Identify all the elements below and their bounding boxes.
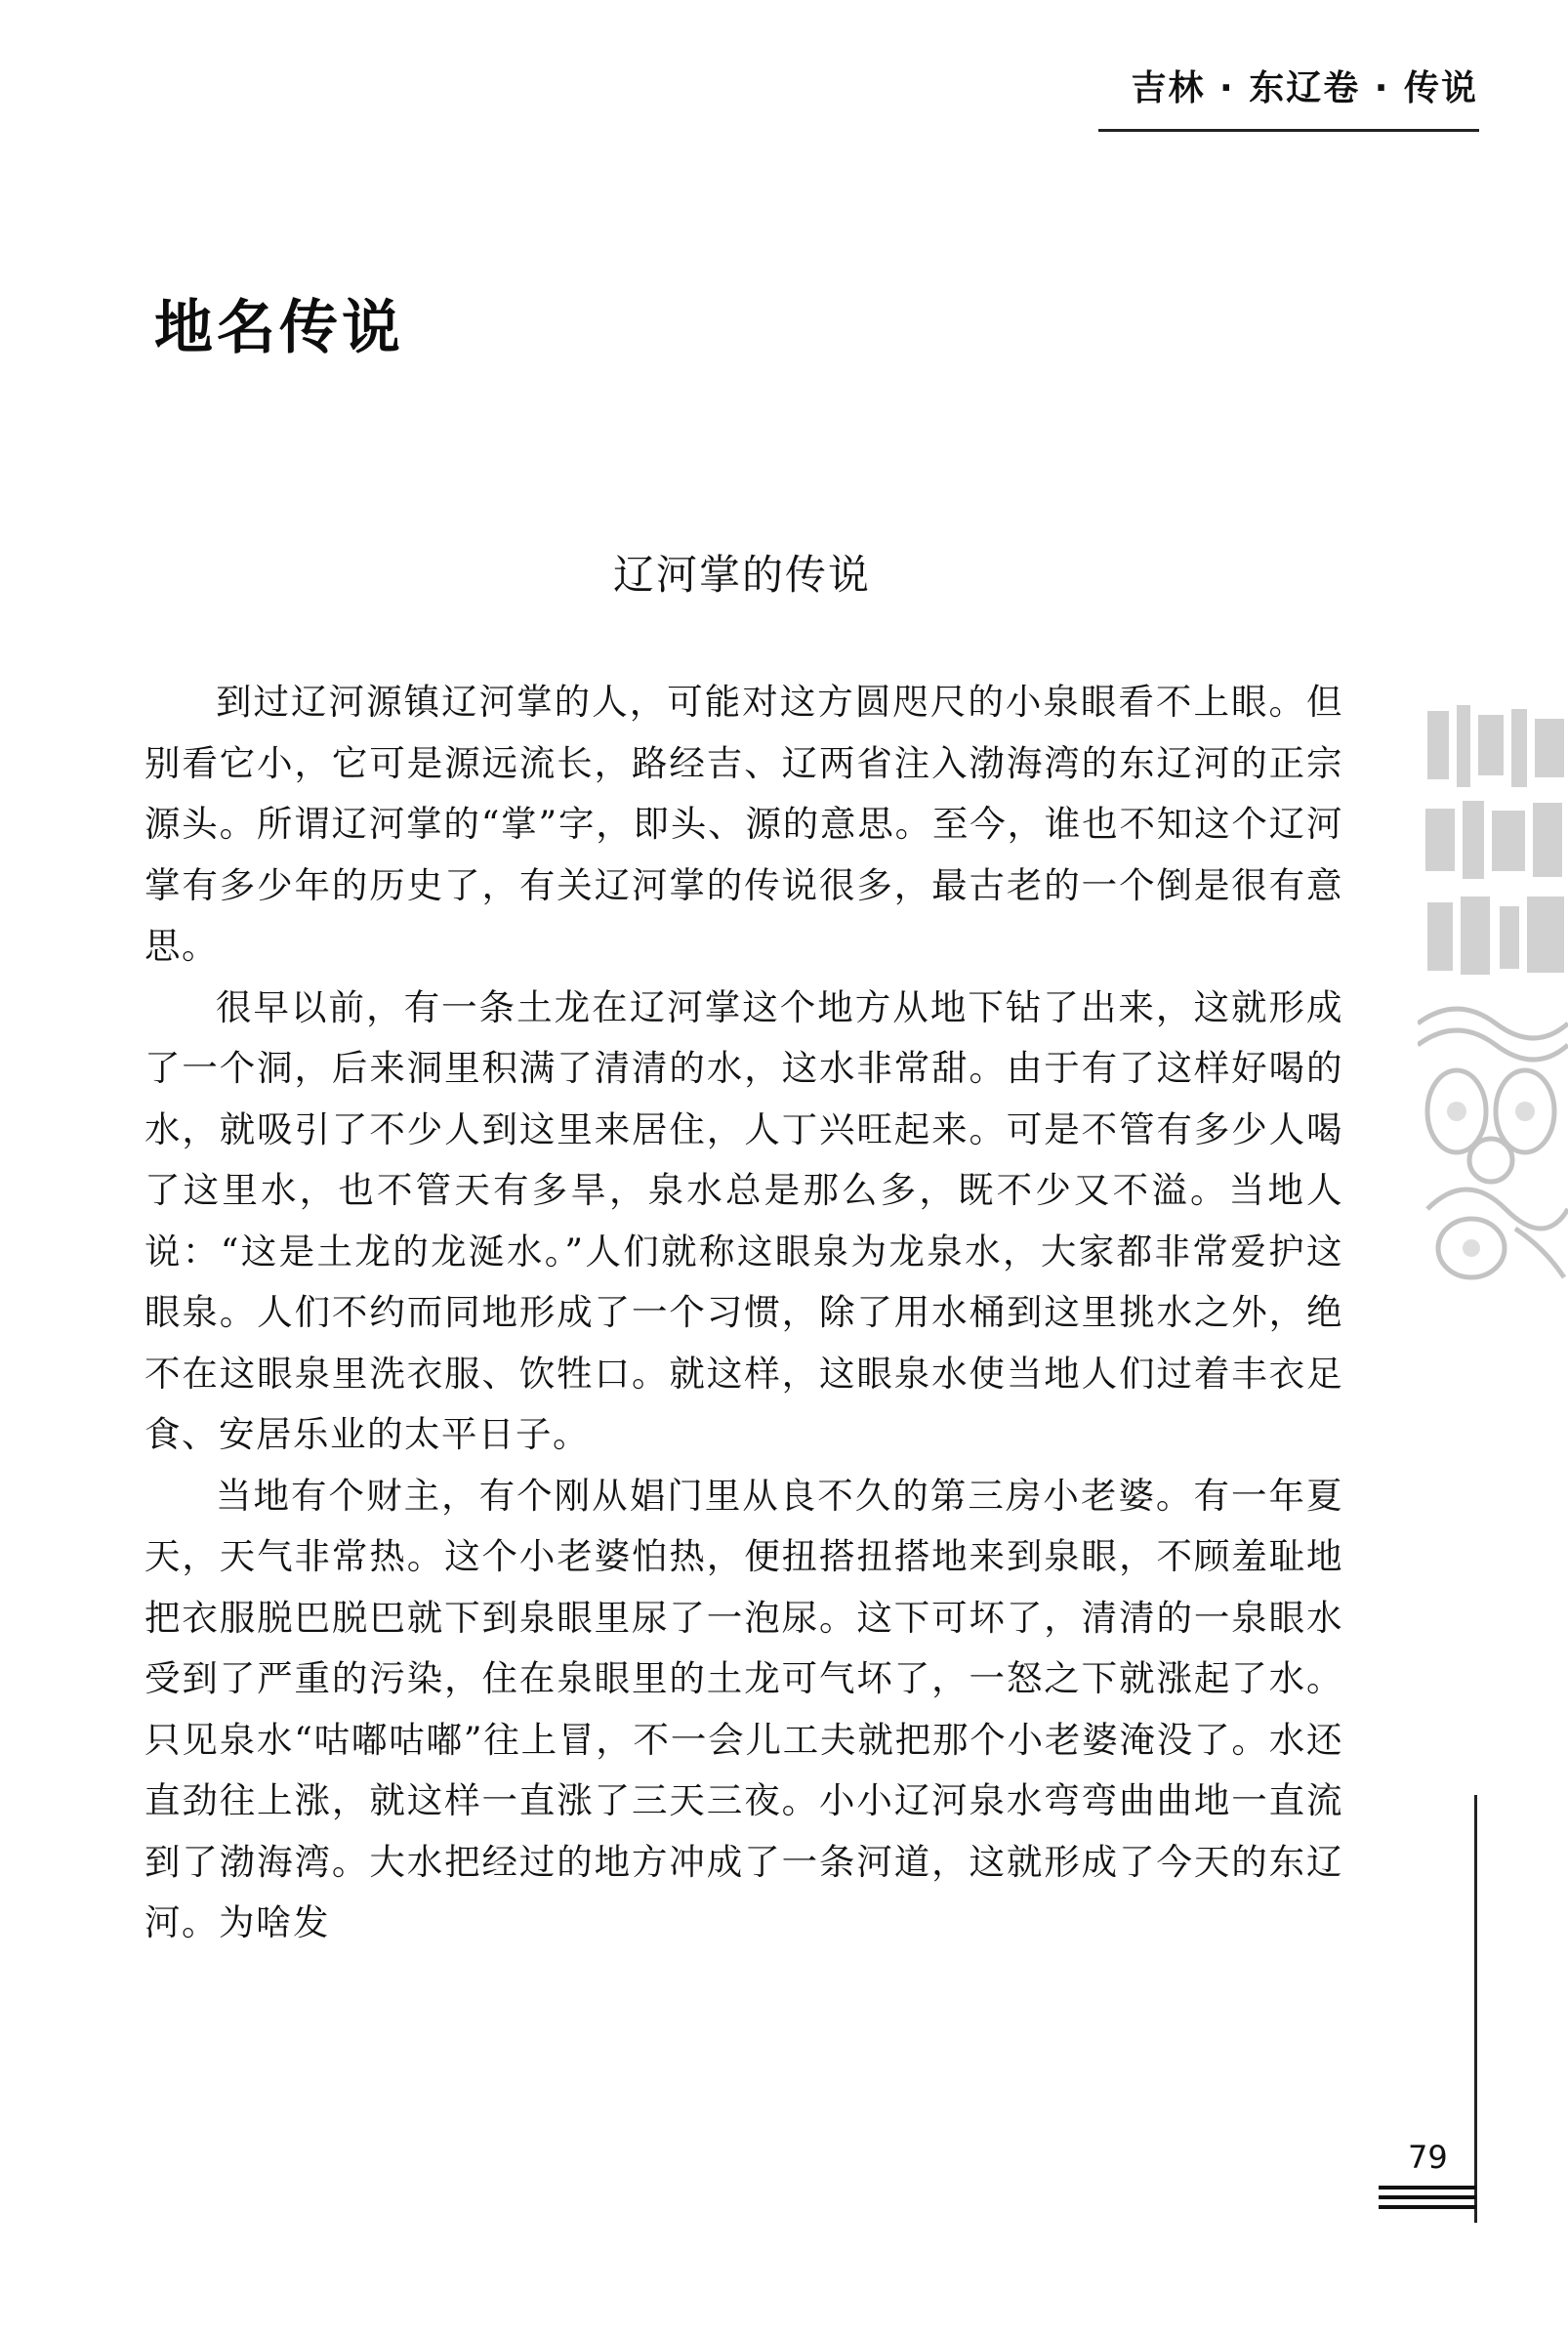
bar [1379,2195,1476,2199]
decorative-side-ornament [1418,701,1568,1297]
section-title: 地名传说 [154,294,404,362]
margin-rule [1474,1795,1477,2223]
bar [1379,2205,1476,2209]
page-number: 79 [1408,2139,1448,2176]
bar [1379,2186,1476,2190]
page-number-bars [1379,2186,1476,2215]
paragraph: 很早以前，有一条土龙在辽河掌这个地方从地下钻了出来，这就形成了一个洞，后来洞里积满了清清的水，这水非常甜。由于有了这样好喝的水，就吸引了不少人到这里来居住，人丁兴旺起来。可是不管有多少人喝了这里水，也不管天有多旱，泉水总是那么多，既不少又不溢。当地人说：“这是土龙的龙涎水。”人们就称这眼泉为龙泉水，大家都非常爱护这眼泉。人们不约而同地形成了一个习惯，除了用水桶到这里挑水之外，绝不在这眼泉里洗衣服、饮牲口。就这样，这眼泉水使当地人们过着丰衣足食、安居乐业的太平日子。 [144,985,1343,1455]
header-rule [1098,129,1479,132]
paragraph: 到过辽河源镇辽河掌的人，可能对这方圆咫尺的小泉眼看不上眼。但别看它小，它可是源远流长，路经吉、辽两省注入渤海湾的东辽河的正宗源头。所谓辽河掌的“掌”字，即头、源的意思。至今，谁也不知这个辽河掌有多少年的历史了，有关辽河掌的传说很多，最古老的一个倒是很有意思。 [144,681,1343,967]
article-body [144,672,1343,1954]
running-header: 吉林 · 东辽卷 · 传说 [1131,68,1478,108]
paragraph: 当地有个财主，有个刚从娼门里从良不久的第三房小老婆。有一年夏天，天气非常热。这个小老婆怕热，便扭搭扭搭地来到泉眼，不顾羞耻地把衣服脱巴脱巴就下到泉眼里尿了一泡尿。这下可坏了，清清的一泉眼水受到了严重的污染，住在泉眼里的土龙可气坏了，一怒之下就涨起了水。只见泉水“咕嘟咕嘟”往上冒，不一会儿工夫就把那个小老婆淹没了。水还直劲往上涨，就这样一直涨了三天三夜。小小辽河泉水弯弯曲曲地一直流到了渤海湾。大水把经过的地方冲成了一条河道，这就形成了今天的东辽河。为啥发 [144,1474,1343,1943]
ornament-graphic [1418,701,1568,1297]
article-title: 辽河掌的传说 [612,551,871,599]
